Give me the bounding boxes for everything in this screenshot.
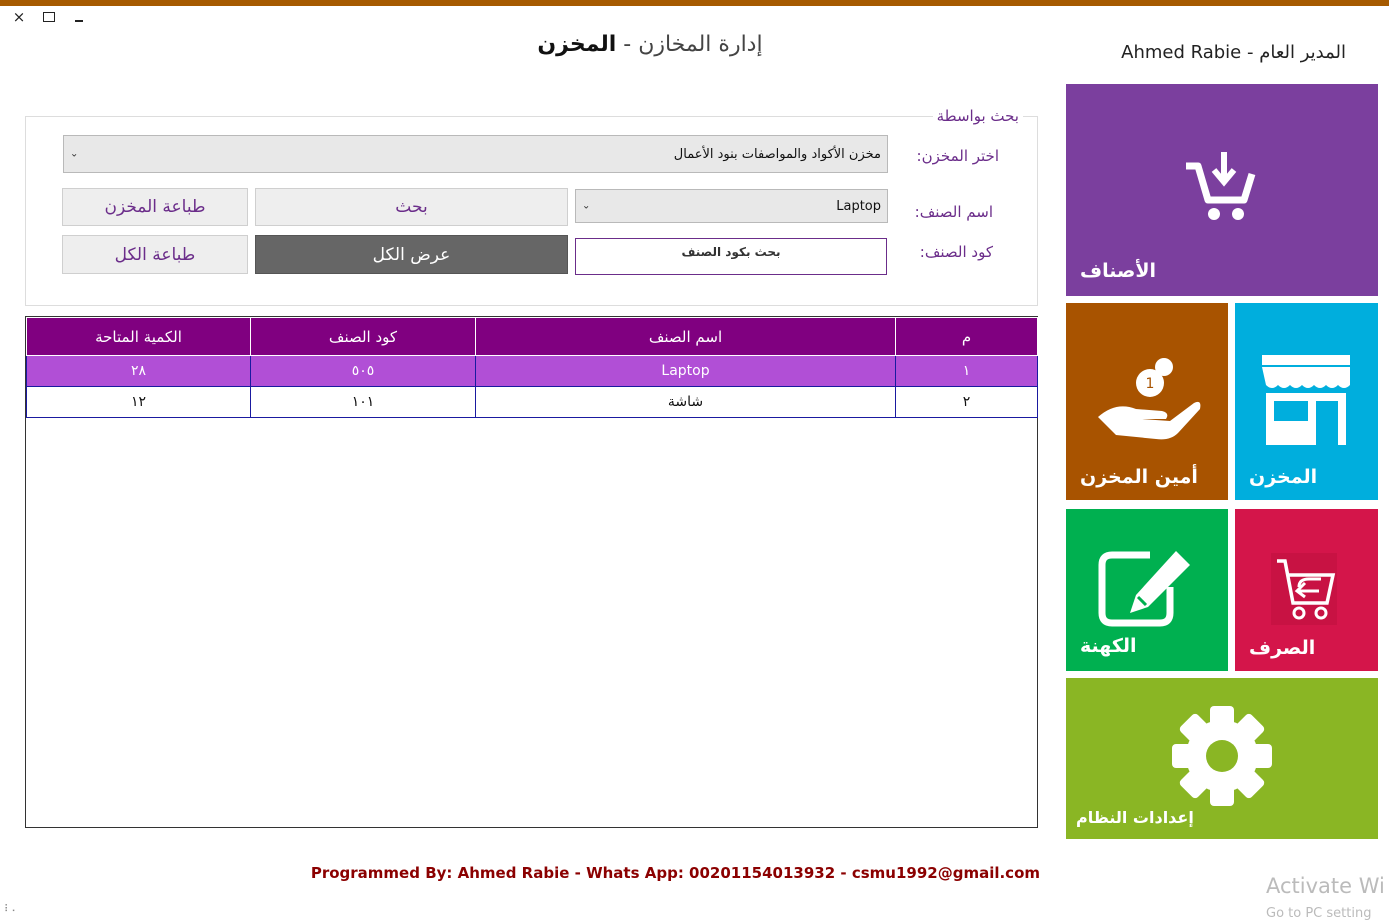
search-button[interactable]: بحث	[255, 188, 568, 226]
tile-issue-label: الصرف	[1249, 637, 1316, 659]
item-name-label: اسم الصنف:	[914, 203, 993, 221]
window-controls	[12, 8, 86, 26]
tile-store-label: المخزن	[1249, 466, 1318, 488]
page-title	[400, 32, 900, 57]
store-select[interactable]	[63, 135, 888, 173]
tile-store[interactable]	[1235, 303, 1378, 500]
print-store-button[interactable]: طباعة المخزن	[62, 188, 248, 226]
items-grid[interactable]	[25, 316, 1038, 828]
maximize-icon[interactable]	[42, 8, 56, 26]
cell-item-code: ١٠١	[251, 387, 476, 418]
footer-credits: Programmed By: Ahmed Rabie - Whats App: 00201154013932 - csmu1992@gmail.com	[310, 864, 1040, 882]
item-code-label: كود الصنف:	[919, 243, 993, 261]
activation-watermark-sub: Go to PC setting	[1266, 906, 1372, 921]
tile-items-label: الأصناف	[1080, 260, 1156, 282]
tile-settings[interactable]	[1066, 678, 1378, 839]
cell-item-name: شاشة	[476, 387, 896, 418]
tile-keeper[interactable]	[1066, 303, 1228, 500]
chevron-down-icon: ⌄	[582, 200, 591, 212]
table-row[interactable]	[27, 356, 1038, 387]
tile-settings-label: إعدادات النظام	[1076, 808, 1194, 827]
store-select-value: مخزن الأكواد والمواصفات بنود الأعمال	[673, 146, 881, 162]
tile-items[interactable]	[1066, 84, 1378, 296]
page-title-bold: المخزن	[537, 32, 617, 57]
header-serial[interactable]: م	[896, 318, 1038, 356]
storefront-icon	[1258, 351, 1354, 447]
hand-coins-icon	[1096, 357, 1202, 445]
activation-watermark: Activate Wi	[1266, 874, 1385, 898]
cart-down-icon	[1180, 148, 1260, 228]
item-name-select-value: Laptop	[836, 198, 881, 214]
items-table	[26, 317, 1038, 418]
tile-keeper-label: أمين المخزن	[1080, 466, 1198, 488]
cart-return-icon	[1269, 553, 1339, 627]
chevron-down-icon: ⌄	[70, 148, 79, 160]
print-all-button[interactable]: طباعة الكل	[62, 235, 248, 274]
header-item-code[interactable]: كود الصنف	[251, 318, 476, 356]
current-user: Ahmed Rabie - المدير العام	[1121, 42, 1346, 63]
edit-icon	[1096, 547, 1196, 629]
item-code-placeholder: بحث بكود الصنف	[681, 245, 781, 259]
store-label: اختر المخزن:	[916, 147, 999, 165]
item-code-input[interactable]	[575, 238, 887, 275]
page-title-light: إدارة المخازن	[638, 32, 763, 57]
cell-serial: ١	[896, 356, 1038, 387]
close-icon[interactable]: ×	[12, 8, 26, 26]
window-top-accent	[0, 0, 1389, 6]
table-header-row	[27, 318, 1038, 356]
tile-scrap[interactable]	[1066, 509, 1228, 671]
page-title-separator: -	[616, 32, 639, 57]
resize-grip-icon[interactable]: ⠇⠄	[4, 904, 19, 915]
show-all-button[interactable]: عرض الكل	[255, 235, 568, 274]
cell-item-code: ٥٠٥	[251, 356, 476, 387]
header-available-qty[interactable]: الكمية المتاحة	[27, 318, 251, 356]
item-name-select[interactable]	[575, 189, 888, 223]
header-item-name[interactable]: اسم الصنف	[476, 318, 896, 356]
cell-item-name: Laptop	[476, 356, 896, 387]
cell-available-qty: ٢٨	[27, 356, 251, 387]
minimize-icon[interactable]	[72, 8, 86, 26]
svg-text:1: 1	[1145, 376, 1155, 392]
cell-available-qty: ١٢	[27, 387, 251, 418]
gear-icon	[1170, 704, 1274, 808]
search-group-legend: بحث بواسطة	[933, 107, 1023, 125]
tile-scrap-label: الكهنة	[1080, 635, 1137, 657]
search-group	[25, 107, 1038, 306]
cell-serial: ٢	[896, 387, 1038, 418]
table-row[interactable]	[27, 387, 1038, 418]
tile-issue[interactable]	[1235, 509, 1378, 671]
